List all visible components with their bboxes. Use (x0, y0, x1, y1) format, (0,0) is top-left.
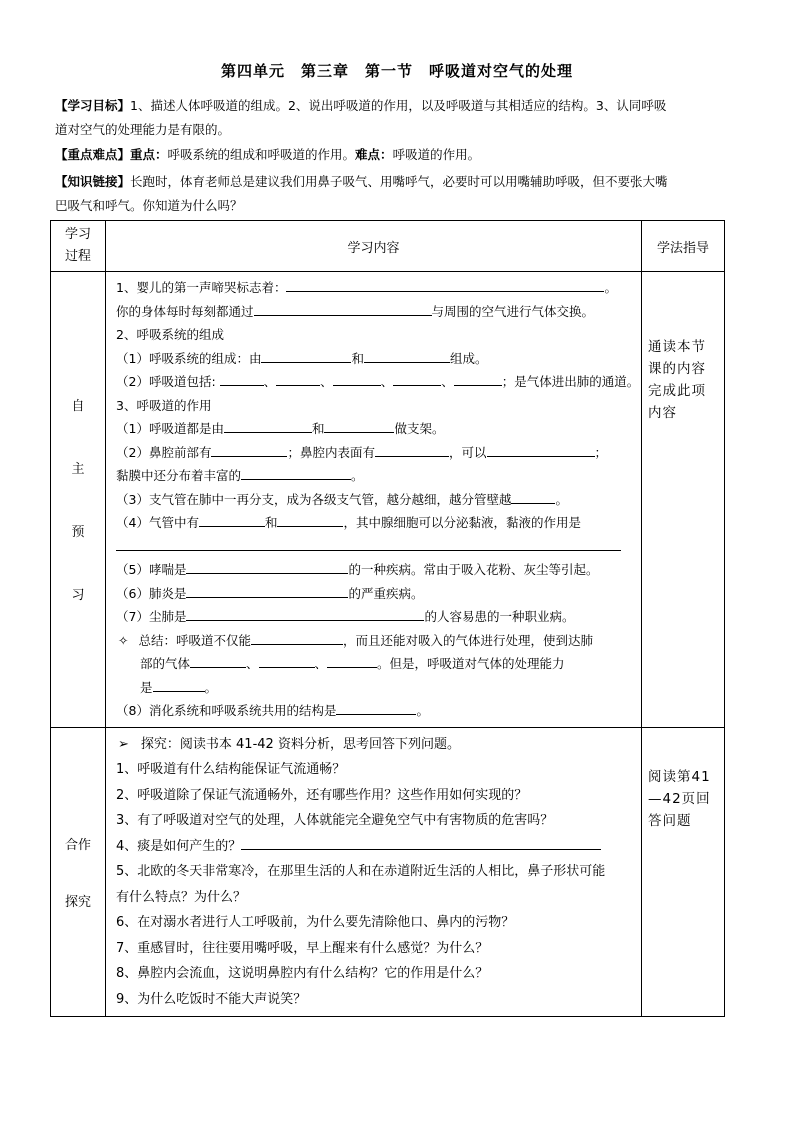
header-process-line2: 过程 (64, 249, 91, 264)
question: 8、鼻腔内会流血，这说明鼻腔内有什么结构？它的作用是什么？ (116, 966, 489, 981)
diamond-bullet-icon: ✧ (118, 632, 129, 648)
text: ，可以 (448, 444, 487, 460)
text: 的一种疾病。常由于吸入花粉、灰尘等引起。 (348, 562, 599, 577)
item-line (116, 558, 635, 582)
fill-blank[interactable] (241, 836, 601, 850)
fill-blank[interactable] (153, 678, 205, 692)
fill-blank[interactable] (190, 654, 246, 668)
text: 和 (351, 350, 364, 366)
fill-blank[interactable] (487, 443, 595, 457)
text: 是 (140, 679, 153, 695)
fill-blank[interactable] (336, 701, 416, 715)
fill-blank[interactable] (199, 513, 265, 527)
item-line (116, 629, 635, 653)
text: （1）呼吸系统的组成：由 (116, 350, 262, 366)
fill-blank[interactable] (393, 372, 441, 386)
item-line (116, 464, 635, 488)
difficulty-text: 呼吸道的作用。 (392, 147, 481, 162)
text: 4、痰是如何产生的？ (116, 838, 242, 854)
text: （4）气管中有 (116, 515, 199, 530)
text: 。 (351, 468, 364, 483)
item-line (116, 370, 640, 394)
question-cont: 有什么特点？为什么？ (116, 889, 247, 905)
fill-blank[interactable] (286, 278, 604, 292)
item-line (116, 535, 635, 559)
fill-blank[interactable] (241, 466, 351, 480)
text: 探究：阅读书本 41-42 资料分析，思考回答下列问题。 (140, 736, 460, 752)
difficulty-label: 难点： (355, 147, 393, 162)
text: （7）尘肺是 (116, 609, 187, 624)
text: 与周围的空气进行气体交换。 (431, 303, 595, 319)
arrow-bullet-icon: ➢ (118, 736, 129, 752)
process-char-4: 习 (71, 588, 85, 604)
fill-blank[interactable] (254, 302, 432, 316)
fill-blank[interactable] (211, 443, 287, 457)
fill-blank[interactable] (276, 372, 320, 386)
item-line (116, 276, 635, 300)
objectives-label: 【学习目标】 (55, 98, 131, 113)
fill-blank[interactable] (511, 490, 555, 504)
fill-blank[interactable] (259, 654, 315, 668)
objectives-text-cont: 道对空气的处理能力是有限的。 (55, 122, 231, 137)
text: 你的身体每时每刻都通过 (116, 303, 254, 319)
text: 。 (604, 280, 617, 295)
objectives-text: 1、描述人体呼吸道的组成。2、说出呼吸道的作用，以及呼吸道与其相适应的结构。3、认同呼吸 (130, 98, 667, 113)
process-char-3: 预 (71, 525, 85, 541)
text: ；是气体进出肺的通道。 (501, 374, 640, 389)
question (116, 834, 635, 860)
item-line (116, 394, 635, 418)
header-process (51, 221, 106, 272)
text: （1）呼吸道都是由 (116, 421, 224, 436)
fill-blank[interactable] (454, 372, 502, 386)
text: 做支架。 (394, 421, 445, 436)
fill-blank[interactable] (277, 513, 343, 527)
knowledge-link-text-cont: 巴吸气和呼气。你知道为什么吗？ (55, 198, 243, 213)
text: 2、呼吸系统的组成 (116, 327, 224, 342)
text: 的严重疾病。 (348, 585, 424, 601)
text: ，其中腺细胞可以分泌黏液，黏液的作用是 (343, 515, 581, 530)
cooperative-guide-text: 阅读第41—42页回答问题 (648, 768, 711, 829)
text: 。 (555, 491, 568, 507)
text: （3）支气管在肺中一再分支，成为各级支气管，越分越细，越分管壁越 (116, 491, 512, 507)
question: 7、重感冒时，往往要用嘴呼吸，早上醒来有什么感觉？为什么？ (116, 940, 489, 956)
text: ；鼻腔内表面有 (287, 444, 375, 460)
process-char-2: 主 (71, 462, 85, 478)
fill-blank[interactable] (186, 560, 348, 574)
page-title: 第四单元 第三章 第一节 呼吸道对空气的处理 (220, 62, 573, 80)
fill-blank[interactable] (324, 419, 394, 433)
text: 、 (263, 374, 277, 389)
fill-blank[interactable] (186, 584, 348, 598)
self-study-guide (642, 272, 725, 728)
text: （8）消化系统和呼吸系统共用的结构是 (116, 703, 337, 718)
fill-blank[interactable] (186, 607, 424, 621)
text: （2）鼻腔前部有 (116, 444, 212, 460)
item-line (116, 300, 635, 324)
cooperative-guide (642, 727, 725, 1017)
text: 的人容易患的一种职业病。 (424, 609, 575, 624)
key-text: 呼吸系统的组成和呼吸道的作用。 (167, 147, 356, 162)
header-guide: 学法指导 (642, 221, 725, 272)
text: 。 (416, 703, 429, 718)
header-content: 学习内容 (106, 221, 642, 272)
text: 、 (441, 374, 454, 389)
item-line (116, 488, 635, 512)
fill-blank[interactable] (364, 349, 450, 363)
text: 黏膜中还分布着丰富的 (116, 468, 242, 483)
text: 。 (204, 679, 218, 695)
text: 、 (380, 374, 394, 389)
item-line (116, 652, 635, 676)
fill-blank[interactable] (116, 537, 621, 551)
key-points-label: 【重点难点】 (55, 147, 131, 162)
text: 、 (314, 656, 328, 671)
process-line-1: 合作 (64, 837, 91, 853)
text: （6）肺炎是 (116, 585, 187, 601)
text: 。但是，呼吸道对气体的处理能力 (377, 656, 565, 671)
fill-blank[interactable] (375, 443, 449, 457)
item-line (116, 441, 635, 465)
item-line (116, 582, 635, 606)
self-study-process (51, 272, 106, 728)
item-line (116, 676, 635, 700)
text: 组成。 (449, 350, 488, 366)
item-line (116, 732, 635, 758)
knowledge-link-text: 长跑时，体育老师总是建议我们用鼻子吸气、用嘴呼气，必要时可以用嘴辅助呼吸，但不要张大嘴 (130, 174, 668, 189)
text: ； (594, 444, 608, 460)
text: 部的气体 (140, 656, 191, 671)
item-line (116, 511, 635, 535)
cooperative-row (51, 727, 725, 1017)
text: 和 (264, 515, 278, 530)
text: 3、呼吸道的作用 (116, 397, 212, 413)
cooperative-content (106, 727, 642, 1017)
table-header-row (51, 221, 725, 272)
key-points-paragraph (55, 143, 745, 167)
text: （5）哮喘是 (116, 562, 187, 577)
key-label: 重点： (130, 147, 168, 162)
objectives-paragraph (55, 94, 745, 142)
text: 和 (311, 421, 325, 436)
self-study-content (106, 272, 642, 728)
process-line-2: 探究 (64, 894, 91, 910)
question: 6、在对溺水者进行人工呼吸前，为什么要先清除他口、鼻内的污物？ (116, 915, 515, 930)
knowledge-link-label: 【知识链接】 (55, 174, 131, 189)
item-line (116, 417, 635, 441)
question: 2、呼吸道除了保证气流通畅外，还有哪些作用？这些作用如何实现的？ (116, 787, 528, 803)
knowledge-link-paragraph (55, 170, 745, 218)
text: 、 (246, 656, 259, 671)
text: 1、婴儿的第一声啼哭标志着： (116, 280, 287, 295)
fill-blank[interactable] (220, 372, 264, 386)
fill-blank[interactable] (333, 372, 381, 386)
question: 5、北欧的冬天非常寒冷，在那里生活的人和在赤道附近生活的人相比，鼻子形状可能 (116, 864, 606, 879)
self-study-guide-text: 通读本节课的内容完成此项内容 (648, 339, 706, 421)
item-line (116, 323, 635, 347)
fill-blank[interactable] (261, 349, 351, 363)
header-process-line1: 学习 (64, 227, 91, 242)
study-table (50, 220, 725, 1017)
cooperative-process (51, 727, 106, 1017)
question: 1、呼吸道有什么结构能保证气流通畅？ (116, 762, 346, 777)
fill-blank[interactable] (224, 419, 312, 433)
fill-blank[interactable] (327, 654, 377, 668)
text: ，而且还能对吸入的气体进行处理，使到达肺 (343, 632, 594, 648)
process-char-1: 自 (71, 399, 85, 415)
item-line (116, 699, 635, 723)
self-study-row (51, 272, 725, 728)
question: 3、有了呼吸道对空气的处理，人体就能完全避免空气中有害物质的危害吗？ (116, 813, 554, 828)
question: 9、为什么吃饭时不能大声说笑？ (116, 991, 307, 1007)
text: 总结：呼吸道不仅能 (138, 632, 251, 648)
text: （2）呼吸道包括: (116, 374, 216, 389)
item-line (116, 605, 635, 629)
text: 、 (320, 374, 333, 389)
fill-blank[interactable] (251, 631, 343, 645)
item-line (116, 347, 635, 371)
